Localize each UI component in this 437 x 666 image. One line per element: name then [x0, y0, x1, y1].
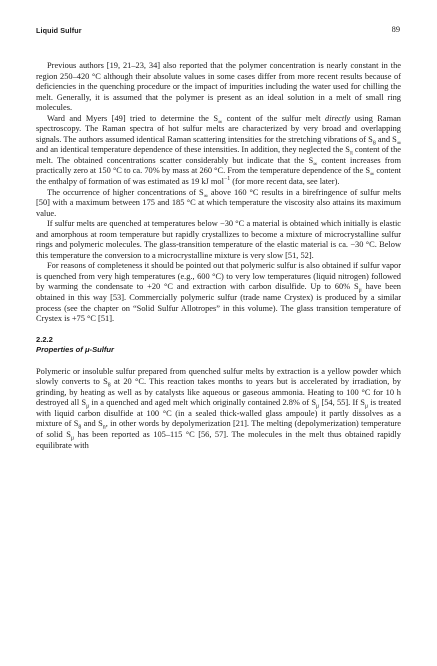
paragraph-raman-spectroscopy: Ward and Myers [49] tried to determine the $S_\infty$ content of the sulfur melt directly using Raman spectroscopy. The Raman spectra of hot sulfur melts are characterized by very broad and overlapping signals. The authors assumed identical Raman scattering intensities for the stretching vibrations of $S_8$ and $S_\infty$ and an identical temperature dependence of these intensities. In addition, they neglected the $S_\pi$ content of the melt. The obtained concentrations scatter considerably but indicate that the $S_\infty$ content increases from practically zero at 150 °C to ca. 70% by mass at 260 °C. From the temperature dependence of the $S_\infty$ content the enthalpy of formation of was estimated as 19 kJ mol$^{-1}$ (for more recent data, see later). — [36, 113, 402, 187]
paragraph-polymer-concentration: Previous authors [19, 21–23, 34] also reported that the polymer concentration is nearly constant in the region 250–420 °C although their absolute values in some cases differ from more recent results because of deficiencies in the quenching procedure or the impact of impurities including the water used for chilling the melt. Generally, it is assumed that the polymer is present as an ideal solution in a melt of small ring molecules. — [36, 61, 401, 113]
running-title: Liquid Sulfur — [36, 26, 82, 35]
page-number: 89 — [391, 25, 400, 34]
paragraph-birefringence: The occurrence of higher concentrations of $S_\infty$ above 160 °C results in a birefringence of sulfur melts [50] with a maximum between 175 and 185 °C at which temperature the viscosity also attains its maximum value. — [36, 187, 401, 218]
page-header — [0, 0, 437, 34]
paragraph-crystex: For reasons of completeness it should be pointed out that polymeric sulfur is also obtained if sulfur vapor is quenched from very high temperatures (e.g., 600 °C) to very low temperatures (liquid nitrogen) followed by warming the condensate to +20 °C and extraction with carbon disulfide. Up to 60% $S_\mu$ have been obtained in this way [53]. Commercially polymeric sulfur (trade name Crystex) is produced by a similar process (see the chapter on “Solid Sulfur Allotropes” in this volume). The glass transition temperature of Crystex is +75 °C [51]. — [36, 261, 401, 324]
paragraph-quenched-melts: If sulfur melts are quenched at temperatures below −30 °C a material is obtained which initially is elastic and amorphous at room temperature but rapidly crystallizes to become a mixture of microcrystalline sulfur rings and polymeric molecules. The glass-transition temperature of the elastic material is ca. −30 °C. Below this temperature the conversion to a microcrystalline mixture is very slow [51, 52]. — [36, 219, 401, 260]
emphasis-directly: directly — [325, 113, 351, 123]
section-number: 2.2.2 — [36, 334, 53, 344]
section-heading — [36, 335, 401, 355]
body-text — [36, 61, 401, 451]
section-title: Properties of μ-Sulfur — [36, 344, 115, 354]
paragraph-insoluble-sulfur: Polymeric or insoluble sulfur prepared from quenched sulfur melts by extraction is a yellow powder which slowly converts to $S_8$ at 20 °C. This reaction takes months to years but is accelerated by irradiation, by grinding, by heating as well as by catalysts like aqueous or gaseous ammonia. Heating to 100 °C for 10 h destroyed all $S_\mu$ in a quenched and aged melt which originally contained 2.8% of $S_\mu$ [54, 55]. If $S_\mu$ is treated with liquid carbon disulfide at 100 °C (in a sealed thick-walled glass ampoule) it partly dissolves as a mixture of $S_8$ and $S_n$, in other words by depolymerization [21]. The melting (depolymerization) temperature of solid $S_\mu$ has been reported as 105–115 °C [56, 57]. The molecules in the melt thus obtained rapidly equilibrate with — [36, 366, 402, 450]
